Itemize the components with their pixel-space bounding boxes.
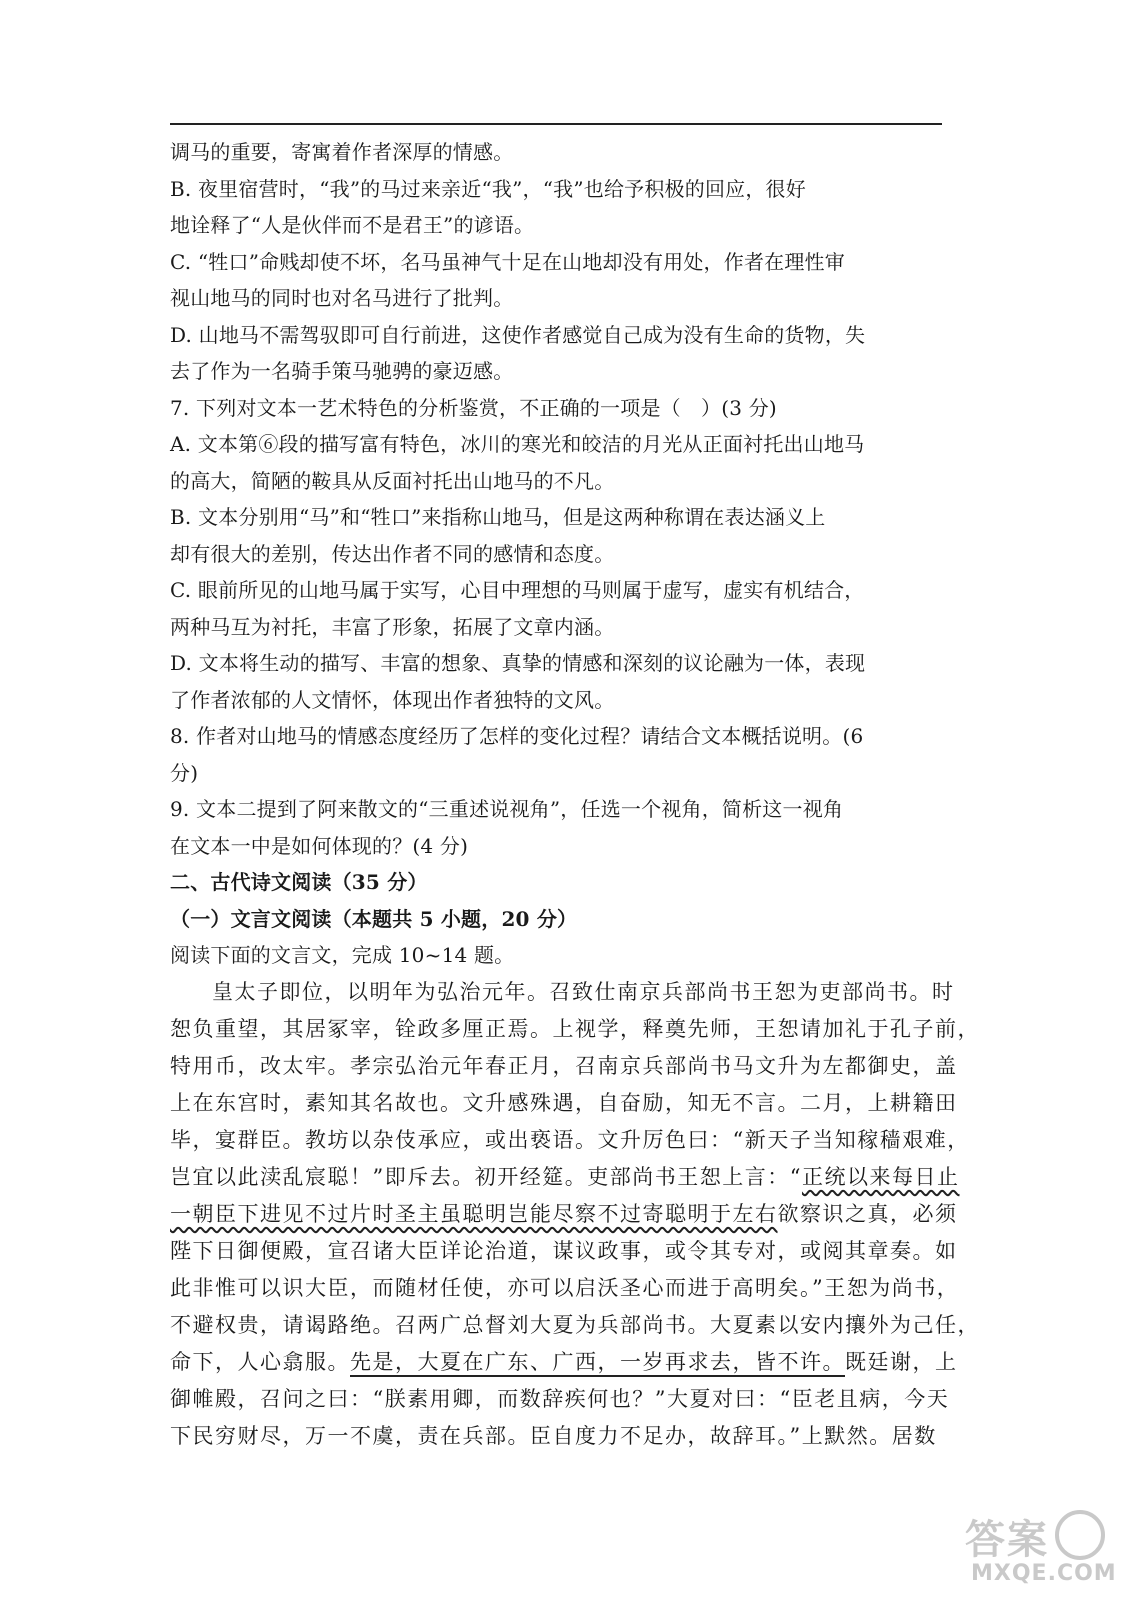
- passage-text: 欲察识之真，必须: [777, 1201, 958, 1226]
- passage-line: 下民穷财尽，万一不虞，责在兵部。臣自度力不足办，故辞耳。”上默然。居数: [170, 1423, 937, 1448]
- section-heading: 二、古代诗文阅读（35 分）: [170, 870, 428, 894]
- wavy-underlined-text: 一朝臣下进见不过片时圣主虽聪明岂能尽察不过寄聪明于左右: [170, 1201, 778, 1226]
- wavy-underlined-text: 正统以来每日止: [801, 1164, 960, 1189]
- watermark-logo: [959, 1508, 1117, 1586]
- classical-passage: [170, 974, 980, 1455]
- question-line: B. 夜里宿营时，“我”的马过来亲近“我”，“我”也给予积极的回应，很好: [170, 176, 806, 201]
- question-line: C. 眼前所见的山地马属于实写，心目中理想的马则属于虚写，虚实有机结合，: [170, 578, 865, 602]
- passage-line: 不避权贵，请谒路绝。召两广总督刘大夏为兵部尚书。大夏素以安内攘外为己任，: [170, 1312, 980, 1337]
- passage-line: 御帷殿，召问之曰：“朕素用卿，而数辞疾何也？”大夏对曰：“臣老且病，今天: [170, 1386, 950, 1411]
- question-line: 在文本一中是如何体现的？(4 分): [170, 833, 469, 858]
- passage-text: 命下，人心翕服。: [170, 1349, 350, 1374]
- underlined-text: 先是，大夏在广东、广西，一岁再求去，皆不许。: [350, 1349, 845, 1374]
- question-line: 视山地马的同时也对名马进行了批判。: [170, 286, 514, 310]
- question-line: D. 文本将生动的描写、丰富的想象、真挚的情感和深刻的议论融为一体，表现: [170, 651, 866, 675]
- watermark-text: 答案: [965, 1517, 1049, 1563]
- passage-line: [170, 1344, 958, 1381]
- question-line: 分): [170, 760, 199, 785]
- question-line: C. “牲口”命贱却使不坏，名马虽神气十足在山地却没有用处，作者在理性审: [170, 249, 845, 274]
- passage-line: 陛下日御便殿，宣召诸大臣详论治道，谋议政事，或令其专对，或阅其章奏。如: [170, 1238, 958, 1263]
- watermark-circle-icon: [1055, 1510, 1105, 1560]
- passage-line: 上在东宫时，素知其名故也。文升感殊遇，自奋励，知无不言。二月，上耕籍田: [170, 1090, 958, 1115]
- passage-line: [170, 1196, 958, 1233]
- passage-text: 岂宜以此渎乱宸聪！”即斥去。初开经筵。吏部尚书王恕上言：“: [170, 1164, 802, 1189]
- questions-block: [170, 134, 942, 864]
- passage-text: 既廷谢，上: [845, 1349, 958, 1374]
- question-line: 地诠释了“人是伙伴而不是君王”的谚语。: [170, 213, 535, 237]
- header-rule: [170, 123, 942, 125]
- question-line: A. 文本第⑥段的描写富有特色，冰川的寒光和皎洁的月光从正面衬托出山地马: [170, 432, 865, 456]
- subsection-heading: （一）文言文阅读（本题共 5 小题，20 分）: [170, 906, 578, 931]
- question-line: D. 山地马不需驾驭即可自行前进，这使作者感觉自己成为没有生命的货物，失: [170, 322, 866, 347]
- question-line: 的高大，简陋的鞍具从反面衬托出山地马的不凡。: [170, 468, 615, 493]
- passage-line: 特用币，改太牢。孝宗弘治元年春正月，召南京兵部尚书马文升为左都御史，盖: [170, 1053, 958, 1078]
- passage-line: 毕，宴群臣。教坊以杂伎承应，或出亵语。文升厉色曰：“新天子当知稼穑艰难，: [170, 1127, 970, 1152]
- question-line: 了作者浓郁的人文情怀，体现出作者独特的文风。: [170, 687, 615, 712]
- instruction-text: 阅读下面的文言文，完成 10~14 题。: [170, 943, 515, 967]
- passage-line: 恕负重望，其居冢宰，铨政多厘正焉。上视学，释奠先师，王恕请加礼于孔子前，: [170, 1016, 980, 1041]
- question-line: 两种马互为衬托，丰富了形象，拓展了文章内涵。: [170, 614, 615, 639]
- question-line: 9. 文本二提到了阿来散文的“三重述说视角”，任选一个视角，简析这一视角: [170, 797, 844, 821]
- question-line: 7. 下列对文本一艺术特色的分析鉴赏，不正确的一项是（ ）(3 分): [170, 395, 777, 420]
- question-line: 调马的重要，寄寓着作者深厚的情感。: [170, 140, 514, 164]
- passage-line: 皇太子即位，以明年为弘治元年。召致仕南京兵部尚书王恕为吏部尚书。时: [212, 979, 955, 1004]
- question-line: B. 文本分别用“马”和“牲口”来指称山地马，但是这两种称谓在表达涵义上: [170, 505, 826, 529]
- question-line: 8. 作者对山地马的情感态度经历了怎样的变化过程？请结合文本概括说明。(6: [170, 724, 864, 748]
- question-line: 去了作为一名骑手策马驰骋的豪迈感。: [170, 359, 514, 383]
- passage-line: [170, 1159, 960, 1196]
- passage-line: 此非惟可以识大臣，而随材任使，亦可以启沃圣心而进于高明矣。”王恕为尚书，: [170, 1275, 960, 1300]
- watermark-domain: MXQE.COM: [971, 1561, 1117, 1586]
- question-line: 却有很大的差别，传达出作者不同的感情和态度。: [170, 541, 615, 566]
- page-content: [170, 134, 980, 1455]
